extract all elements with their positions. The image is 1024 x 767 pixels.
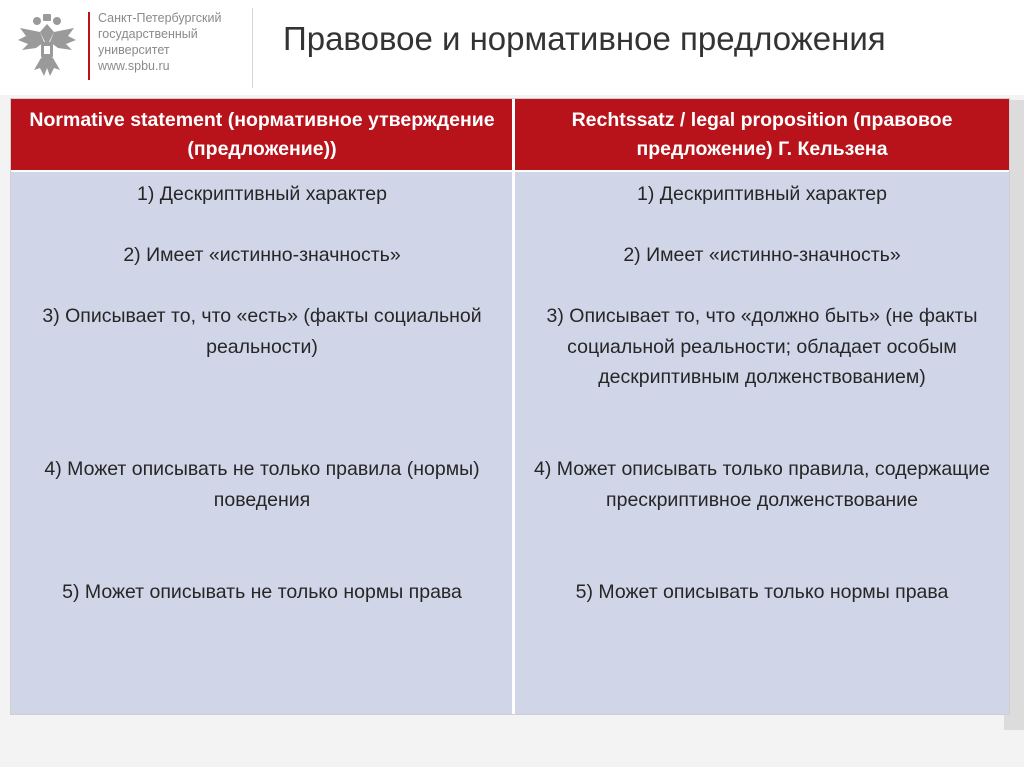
left-item-2: 2) Имеет «истинно-значность»: [123, 244, 401, 266]
university-name: [98, 10, 258, 74]
university-website: www.spbu.ru: [98, 59, 170, 73]
right-item-4: 4) Может описывать только правила, содержащие прескриптивное долженствование: [534, 458, 990, 511]
right-item-1: 1) Дескриптивный характер: [637, 183, 887, 205]
header-normative-statement: Normative statement (нормативное утверждение (предложение)): [11, 99, 513, 170]
header-divider: [11, 170, 1009, 172]
right-item-5: 5) Может описывать только нормы права: [575, 581, 949, 603]
university-line-3: университет: [98, 43, 170, 57]
logo-divider: [88, 12, 90, 80]
page-title: Правовое и нормативное предложения: [283, 20, 886, 57]
left-item-3: 3) Описывает то, что «есть» (факты социальной реальности): [42, 305, 482, 358]
right-item-2: 2) Имеет «истинно-значность»: [623, 244, 901, 266]
title-separator: [252, 8, 253, 88]
right-item-3: 3) Описывает то, что «должно быть» (не факты социальной реальности; обладает особым дескриптивным долженствованием): [546, 305, 978, 388]
university-logo: [8, 8, 248, 86]
university-line-1: Санкт-Петербургский: [98, 11, 222, 25]
university-line-2: государственный: [98, 27, 198, 41]
double-headed-eagle-icon: [16, 12, 78, 82]
left-item-4: 4) Может описывать не только правила (нормы) поведения: [44, 458, 480, 511]
comparison-table: [10, 98, 1010, 715]
header-legal-proposition: Rechtssatz / legal proposition (правовое предложение) Г. Кельзена: [515, 99, 1009, 170]
left-item-1: 1) Дескриптивный характер: [137, 183, 387, 205]
left-item-5: 5) Может описывать не только нормы права: [62, 581, 462, 603]
